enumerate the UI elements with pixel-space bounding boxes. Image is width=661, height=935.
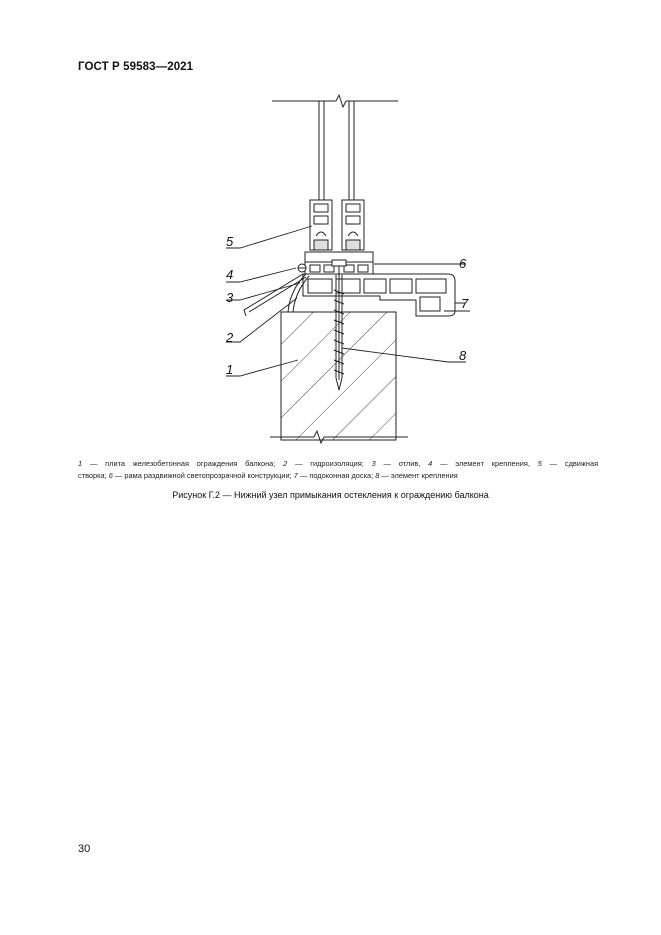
legend-num: 2 [283,459,288,468]
legend-num: 4 [428,459,433,468]
figure-legend: 1 — плита железобетонная ограждения балкона; 2 — гидроизоляция; 3 — отлив, 4 — элемент крепления, 5 — сдвижная створка; 6 — рама раздвижной светопрозрачной конструкции; 7 — подоконная доска; 8 — элемент крепления [78,459,599,480]
callout-2: 2 [226,330,234,345]
sash-glass-left [319,101,324,200]
waterproofing [288,274,309,312]
callout-8: 8 [459,348,467,363]
figure-caption: Рисунок Г.2 — Нижний узел примыкания остекления к ограждению балкона [172,490,489,500]
callout-1: 1 [226,362,234,377]
legend-num: 6 [108,470,113,480]
page-header: ГОСТ Р 59583—2021 [78,61,194,73]
window-sill-board [303,274,465,316]
legend-item: отлив, [398,459,421,468]
fixing-element-4 [298,264,306,272]
legend-item-continued: створка; [78,470,107,480]
legend-item: плита железобетонная ограждения балкона; [105,459,276,468]
legend-item: элемент крепления [390,470,458,480]
legend-num: 1 [78,459,83,468]
callout-3: 3 [226,290,234,305]
page-number: 30 [78,843,91,855]
legend-num: 7 [293,470,298,480]
legend-item: сдвижная [564,459,599,468]
legend-item: рама раздвижной светопрозрачной конструкции; [124,470,292,480]
top-break-line [272,95,398,107]
callout-5: 5 [226,234,234,249]
legend-item: гидроизоляция; [310,459,364,468]
legend-num: 5 [537,459,542,468]
legend-num: 3 [371,459,376,468]
legend-num: 8 [375,470,380,480]
callout-7: 7 [461,296,469,311]
sliding-sash-profiles [310,200,364,250]
legend-item: элемент крепления, [455,459,530,468]
callout-4: 4 [226,267,234,282]
callout-6: 6 [459,256,467,271]
legend-item: подоконная доска; [309,470,374,480]
sash-glass-right [349,101,354,200]
